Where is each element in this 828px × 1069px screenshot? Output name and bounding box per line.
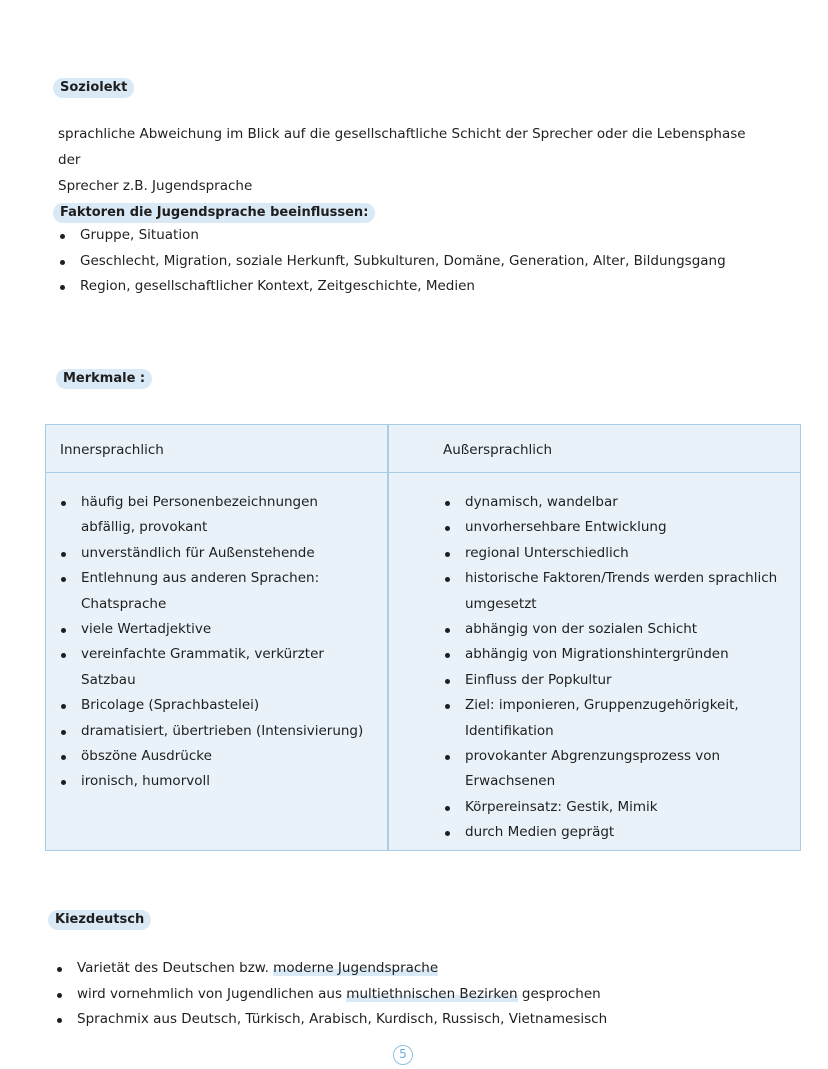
- soziolekt-definition: [58, 121, 758, 199]
- merkmale-table: [45, 424, 801, 851]
- list-item: Entlehnung aus anderen Sprachen: Chatsprache: [59, 566, 369, 617]
- list-item: Gruppe, Situation: [58, 223, 726, 249]
- list-item: ironisch, humorvoll: [59, 769, 369, 794]
- list-item: abhängig von Migrationshintergründen: [443, 642, 793, 667]
- highlighted-text: moderne Jugendsprache: [273, 960, 439, 976]
- item-text: wird vornehmlich von Jugendlichen aus: [77, 985, 347, 1002]
- definition-line-1: sprachliche Abweichung im Blick auf die gesellschaftliche Schicht der Sprecher oder die Lebensphase der: [58, 126, 746, 168]
- page-number: 5: [393, 1045, 413, 1065]
- list-item: unverständlich für Außenstehende: [59, 541, 369, 566]
- list-item: vereinfachte Grammatik, verkürzter Satzbau: [59, 642, 369, 693]
- definition-line-2: Sprecher z.B. Jugendsprache: [58, 178, 253, 194]
- list-item: Bricolage (Sprachbastelei): [59, 693, 369, 718]
- list-item: Ziel: imponieren, Gruppenzugehörigkeit, Identifikation: [443, 693, 793, 744]
- column-aussersprachlich: [443, 490, 793, 846]
- list-item: häufig bei Personenbezeichnungen abfällig, provokant: [59, 490, 369, 541]
- list-item: Sprachmix aus Deutsch, Türkisch, Arabisch, Kurdisch, Russisch, Vietnamesisch: [55, 1007, 607, 1033]
- column-innersprachlich: [59, 490, 369, 795]
- table-column-divider: [387, 425, 389, 850]
- list-item: dynamisch, wandelbar: [443, 490, 793, 515]
- header-aussersprachlich: Außersprachlich: [443, 442, 553, 458]
- heading-faktoren: Faktoren die Jugendsprache beeinflussen:: [53, 203, 375, 223]
- list-item: regional Unterschiedlich: [443, 541, 793, 566]
- list-item: Geschlecht, Migration, soziale Herkunft, Subkulturen, Domäne, Generation, Alter, Bildungsgang: [58, 249, 726, 275]
- item-text: gesprochen: [517, 985, 601, 1002]
- header-innersprachlich: Innersprachlich: [60, 442, 164, 458]
- list-item: dramatisiert, übertrieben (Intensivierung): [59, 719, 369, 744]
- highlighted-text: multiethnischen Bezirken: [346, 985, 518, 1002]
- list-item: provokanter Abgrenzungsprozess von Erwachsenen: [443, 744, 793, 795]
- list-item: [55, 956, 607, 982]
- item-text: Varietät des Deutschen bzw.: [77, 960, 274, 976]
- heading-soziolekt: Soziolekt: [53, 78, 134, 98]
- list-item: [55, 982, 607, 1008]
- faktoren-list: [58, 223, 726, 300]
- heading-kiezdeutsch: Kiezdeutsch: [48, 910, 151, 930]
- list-item: Region, gesellschaftlicher Kontext, Zeitgeschichte, Medien: [58, 274, 726, 300]
- list-item: durch Medien geprägt: [443, 820, 793, 845]
- list-item: Einfluss der Popkultur: [443, 668, 793, 693]
- list-item: historische Faktoren/Trends werden sprachlich umgesetzt: [443, 566, 793, 617]
- list-item: viele Wertadjektive: [59, 617, 369, 642]
- list-item: abhängig von der sozialen Schicht: [443, 617, 793, 642]
- list-item: öbszöne Ausdrücke: [59, 744, 369, 769]
- kiezdeutsch-list: [55, 956, 607, 1033]
- list-item: unvorhersehbare Entwicklung: [443, 515, 793, 540]
- heading-merkmale: Merkmale :: [56, 369, 152, 389]
- list-item: Körpereinsatz: Gestik, Mimik: [443, 795, 793, 820]
